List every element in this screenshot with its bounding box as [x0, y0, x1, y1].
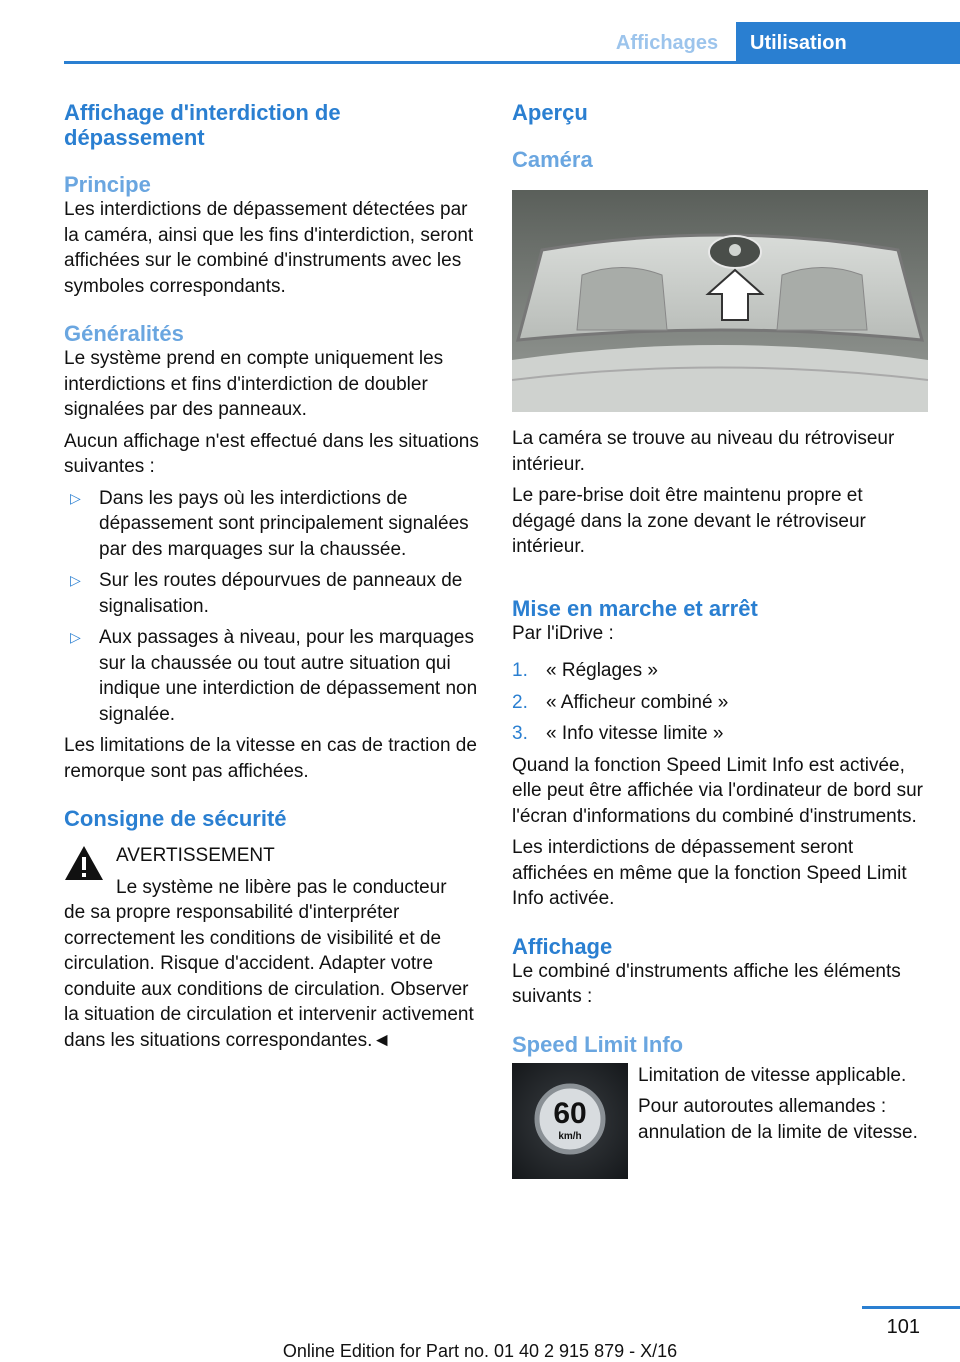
speed-limit-sign-icon: [512, 1063, 628, 1179]
edition-footer: Online Edition for Part no. 01 40 2 915 879 - X/16: [282, 1341, 678, 1361]
steps-list: [512, 658, 930, 747]
generalites-heading: Généralités: [64, 321, 184, 346]
camera-text-2: Le pare-brise doit être maintenu propre et dégagé dans la zone devant le rétroviseur intérieur.: [512, 485, 866, 557]
idrive-text: Par l'iDrive :: [512, 622, 614, 644]
generalites-text-2: Aucun affichage n'est effectué dans les situations suivantes :: [64, 430, 479, 477]
speed-info-text: Quand la fonction Speed Limit Info est activée, elle peut être affichée via l'ordinateur de bord sur l'écran d'informations du combiné d'instruments.: [512, 754, 923, 827]
warning-label: AVERTISSEMENT: [116, 845, 275, 866]
affichage-text: Le combiné d'instruments affiche les éléments suivants :: [512, 960, 901, 1007]
svg-text:km/h: km/h: [558, 1130, 582, 1142]
section-title: Affichage d'interdiction de dépassement: [64, 100, 341, 150]
apercu-heading: Aperçu: [512, 100, 588, 125]
marche-heading: Mise en marche et arrêt: [512, 595, 758, 621]
right-column: [512, 100, 930, 1179]
camera-text-1: La caméra se trouve au niveau du rétroviseur intérieur.: [512, 428, 895, 475]
list-item: ▷ Sur les routes dépourvues de panneaux de signalisation.: [70, 570, 463, 617]
header-rule: [64, 61, 960, 64]
situations-list: [64, 486, 482, 728]
warning-first-line: Le système ne libère pas le conducteur: [116, 876, 447, 898]
sli-heading: Speed Limit Info: [512, 1031, 684, 1057]
sli-text-1: Limitation de vitesse applicable.: [638, 1064, 907, 1086]
generalites-text-1: Le système prend en compte uniquement les interdictions et fins d'interdiction de doubler signalées par des panneaux.: [64, 348, 444, 420]
camera-heading: Caméra: [512, 147, 593, 172]
left-column: [64, 100, 482, 1053]
principe-text: Les interdictions de dépassement détectées par la caméra, ainsi que les fins d'interdiction, seront affichées sur le combiné d'instruments avec les symboles correspondants.: [64, 199, 474, 297]
triangle-bullet-icon: ▷: [70, 572, 81, 588]
svg-text:60: 60: [553, 1096, 587, 1130]
list-item: ▷ Aux passages à niveau, pour les marquages sur la chaussée ou tout autre situation qui indique une interdiction de dépassement non signalée.: [70, 627, 478, 725]
consigne-heading: Consigne de sécurité: [64, 806, 287, 831]
list-item: ▷ Dans les pays où les interdictions de dépassement sont principalement signalées par des marquages sur la chaussée.: [70, 487, 469, 560]
speed-limit-description: [638, 1063, 930, 1146]
affichage-heading: Affichage: [512, 933, 613, 959]
list-item: 1. « Réglages »: [512, 660, 658, 681]
speed-limit-row: [512, 1063, 930, 1179]
remorque-text: Les limitations de la vitesse en cas de traction de remorque sont pas affichées.: [64, 735, 477, 782]
list-item: 3. « Info vitesse limite »: [512, 723, 724, 744]
footer-rule: [862, 1306, 960, 1309]
sli-text-2: Pour autoroutes allemandes : annulation de la limite de vitesse.: [638, 1096, 918, 1143]
page-number: 101: [886, 1316, 920, 1338]
header-tab-utilisation[interactable]: Utilisation: [736, 22, 960, 62]
warning-text: de sa propre responsabilité d'interpréter correctement les conditions de visibilité et de circulation. Risque d'accident. Adapter votre conduite aux conditions de circulation. Observer la situation de circulation et intervenir activement dans les situations correspondantes.◄: [64, 902, 474, 1051]
triangle-bullet-icon: ▷: [70, 489, 81, 506]
list-item: 2. « Afficheur combiné »: [512, 691, 729, 713]
warning-icon: [64, 845, 104, 881]
interdictions-text: Les interdictions de dépassement seront affichées en même que la fonction Speed Limit Info activée.: [512, 837, 907, 909]
principe-heading: Principe: [64, 172, 151, 197]
camera-location-image: [512, 190, 928, 412]
warning-block: [64, 843, 482, 1053]
triangle-bullet-icon: ▷: [70, 629, 81, 645]
header-tab-affichages[interactable]: Affichages: [615, 32, 719, 54]
